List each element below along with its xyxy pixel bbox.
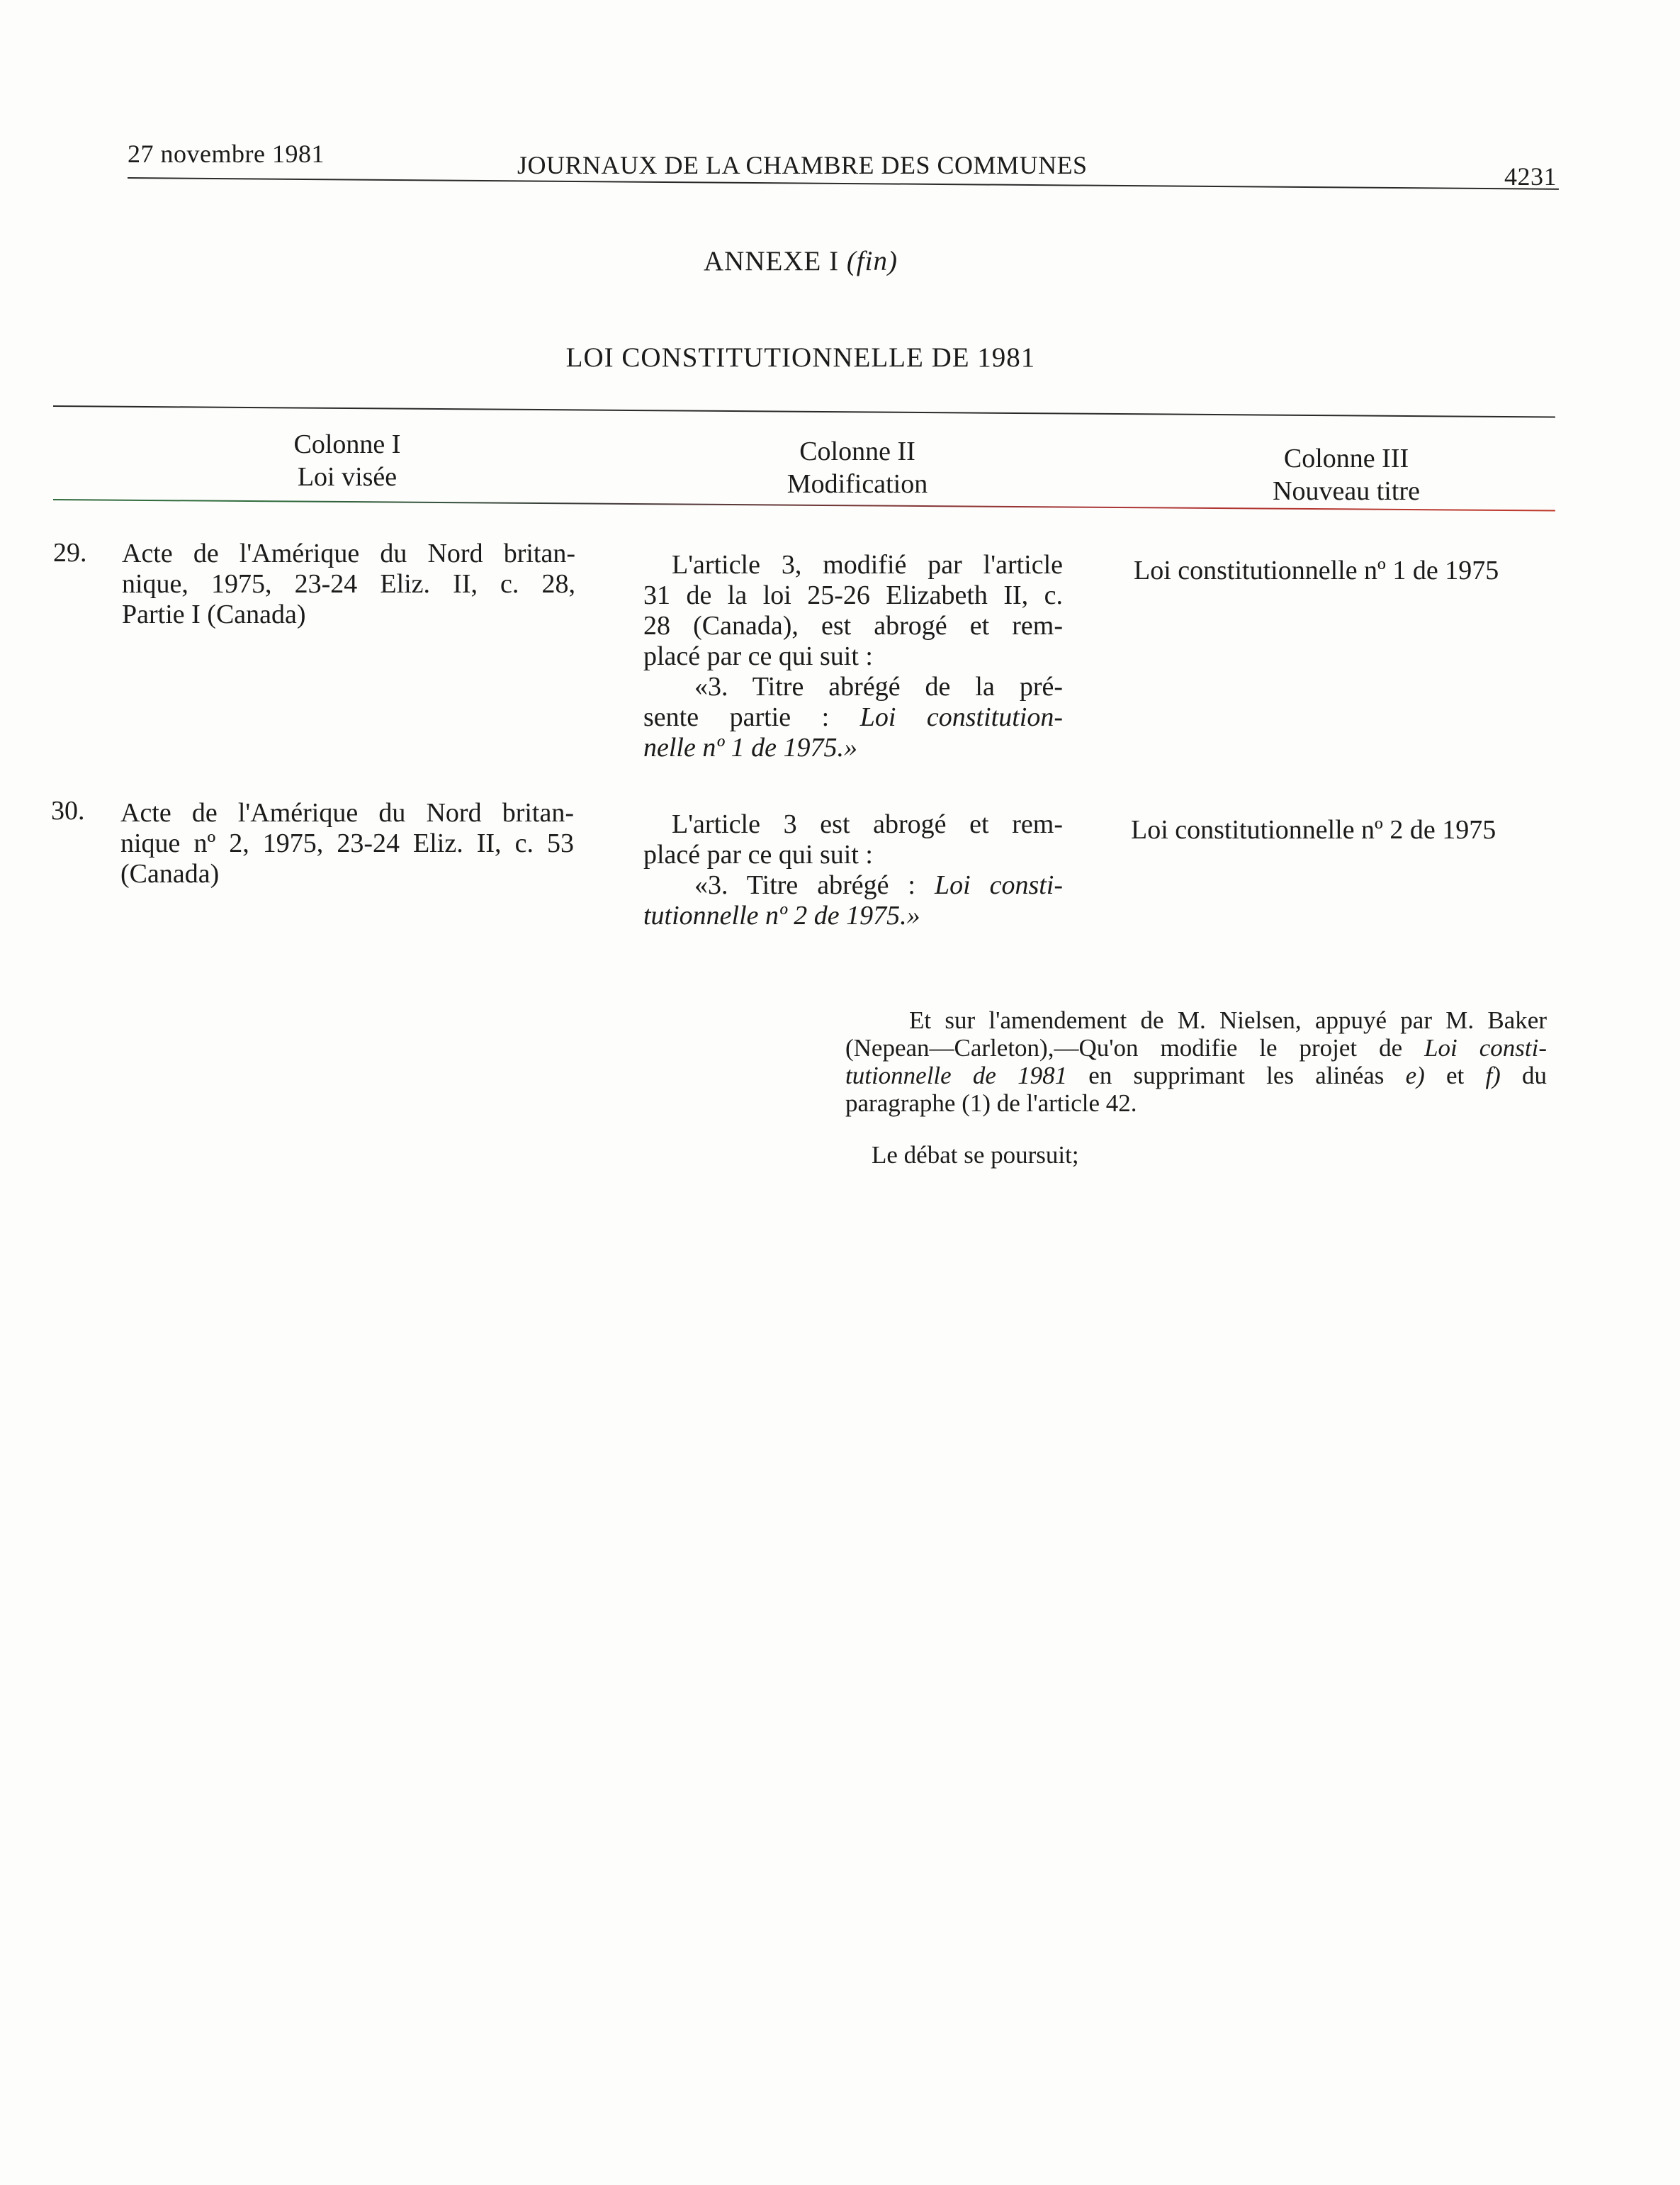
row-29-mod-line-1: L'article 3, modifié par l'article	[672, 550, 1063, 580]
header-page-number: 4231	[1504, 162, 1557, 191]
column-1-subheading: Loi visée	[297, 462, 398, 492]
row-30-act-line-1: Acte de l'Amérique du Nord britan-	[120, 798, 574, 828]
row-30-mod-line-2: placé par ce qui suit :	[643, 840, 873, 870]
table-top-rule	[53, 405, 1555, 418]
column-heading-1	[213, 428, 482, 493]
row-29-act-line-1: Acte de l'Amérique du Nord britan-	[122, 539, 575, 568]
row-29-act	[122, 539, 575, 630]
column-2-subheading: Modification	[787, 469, 928, 499]
annex-title-suffix: (fin)	[846, 246, 898, 276]
row-30-quote-line-1a: «3. Titre abrégé :	[694, 870, 915, 900]
row-29-quote-line-1: «3. Titre abrégé de la pré-	[694, 672, 1063, 702]
motion-line-3	[845, 1062, 1547, 1089]
row-30-quote-line-1b: Loi consti-	[934, 870, 1063, 900]
header-journal-title: JOURNAUX DE LA CHAMBRE DES COMMUNES	[517, 151, 1088, 179]
motion-line-2-italic: Loi consti-	[1424, 1034, 1547, 1062]
row-29-mod-line-3: 28 (Canada), est abrogé et rem-	[643, 611, 1063, 641]
row-30-modification	[643, 809, 1063, 931]
row-30-number: 30.	[51, 796, 85, 826]
motion-paragraph	[845, 1006, 1547, 1117]
row-29-quote-line-2a: sente partie :	[643, 702, 830, 732]
row-30-act	[120, 798, 574, 889]
row-29-modification	[643, 550, 1063, 763]
row-29-quote-line-2b: Loi constitution-	[859, 702, 1063, 732]
motion-closing: Le débat se poursuit;	[872, 1141, 1079, 1169]
column-2-heading: Colonne II	[799, 437, 915, 466]
motion-line-2-text: (Nepean—Carleton),—Qu'on modifie le projet de	[845, 1034, 1403, 1062]
motion-line-4: paragraphe (1) de l'article 42.	[845, 1089, 1137, 1117]
annex-subtitle: LOI CONSTITUTIONNELLE DE 1981	[565, 342, 1036, 373]
row-29-new-title: Loi constitutionnelle nº 1 de 1975	[1134, 556, 1499, 585]
motion-line-2	[845, 1034, 1547, 1062]
column-3-subheading: Nouveau titre	[1273, 476, 1420, 506]
motion-line-3-e: e)	[1405, 1062, 1425, 1089]
row-29-act-line-3: Partie I (Canada)	[122, 600, 306, 629]
row-29-mod-line-4: placé par ce qui suit :	[643, 641, 873, 671]
row-30-new-title: Loi constitutionnelle nº 2 de 1975	[1131, 815, 1496, 845]
row-29-act-line-2: nique, 1975, 23-24 Eliz. II, c. 28,	[122, 569, 575, 599]
motion-line-3-et: et	[1445, 1062, 1465, 1089]
motion-line-3-du: du	[1522, 1062, 1547, 1089]
motion-line-1: Et sur l'amendement de M. Nielsen, appuyé par M. Baker	[909, 1006, 1547, 1034]
row-30-mod-line-1: L'article 3 est abrogé et rem-	[672, 809, 1063, 839]
row-29-quote-line-2	[643, 702, 1063, 733]
row-29-mod-line-2: 31 de la loi 25-26 Elizabeth II, c.	[643, 580, 1063, 610]
column-3-heading: Colonne III	[1283, 444, 1409, 473]
annex-title	[0, 245, 1601, 277]
column-heading-3	[1205, 442, 1488, 507]
motion-line-3-text: en supprimant les alinéas	[1088, 1062, 1385, 1089]
motion-line-3-f: f)	[1485, 1062, 1501, 1089]
row-30-act-line-3: (Canada)	[120, 859, 220, 889]
row-30-act-line-2: nique nº 2, 1975, 23-24 Eliz. II, c. 53	[120, 828, 574, 858]
annex-title-text: ANNEXE I	[704, 246, 840, 276]
row-29-quote-line-3: nelle nº 1 de 1975.»	[643, 733, 857, 763]
row-29-number: 29.	[53, 538, 87, 568]
column-1-heading: Colonne I	[293, 429, 401, 459]
row-30-quote-line-1	[643, 870, 1063, 901]
motion-line-3-italic: tutionnelle de 1981	[845, 1062, 1068, 1089]
header-date: 27 novembre 1981	[128, 140, 325, 168]
column-heading-2	[716, 435, 999, 500]
row-30-quote-line-2: tutionnelle nº 2 de 1975.»	[643, 901, 920, 931]
